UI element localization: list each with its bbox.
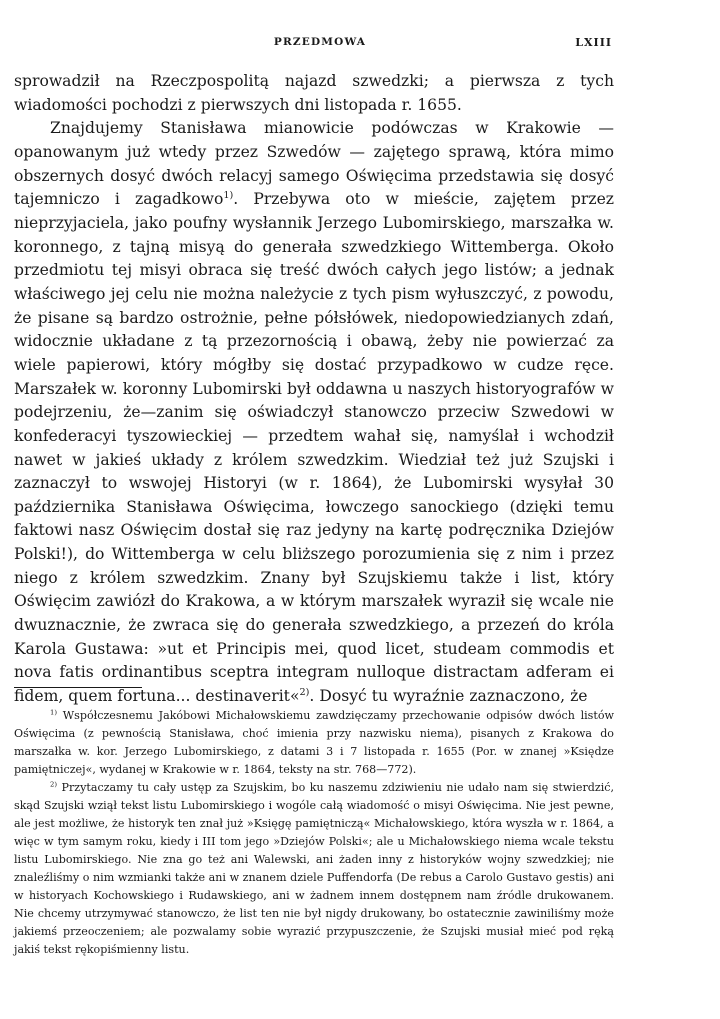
footnote	[14, 779, 614, 959]
footnote-marker: 1)	[50, 708, 58, 717]
footnote-text: Przytaczamy tu cały ustęp za Szujskim, bo ku naszemu zdziwieniu nie udało nam się stwierdzić, skąd Szujski wziął tekst listu Lubomirskiego i wogóle całą wiadomość o misyi Oświęcima. Nie jest pewne, ale jest możliwe, że historyk ten znał już »Księgę pamiętniczą« Michałowskiego, która wyszła w r. 1864, a więc w tym samym roku, kiedy i III tom jego »Dziejów Polski«; ale u Michałowskiego niema wcale tekstu listu Lubomirskiego. Nie zna go też ani Walewski, ani żaden inny z historyków wojny szwedzkiej; nie znaleźliśmy o nim wzmianki także ani w znanem dziele Puffendorfa (De rebus a Carolo Gustavo gestis) ani w historyach Kochowskiego i Rudawskiego, ani w żadnem innem dostępnem nam źródle drukowanem. Nie chcemy utrzymywać stanowczo, że list ten nie był nigdy drukowany, bo ostatecznie zawiniliśmy może jakiemś przeoczeniem; ale pozwalamy sobie wyrazić przypuszczenie, że Szujski musiał mieć pod ręką jakiś tekst rękopiśmienny listu.	[14, 781, 614, 956]
footnote-reference: 2)	[299, 686, 310, 698]
page-number: LXIII	[575, 36, 612, 49]
running-title: PRZEDMOWA	[273, 36, 367, 48]
paragraph	[14, 117, 614, 708]
paragraph-text: . Przebywa oto w mieście, zajętem przez nieprzyjaciela, jako poufny wysłannik Jerzego Lubomirskiego, marszałka w. koronnego, z tajną misyą do generała szwedzkiego Wittemberga. Około przedmiotu tej misyi obraca się treść dwóch całych jego listów; a jednak właściwego jej celu nie można należycie z tych pism wyłuszczyć, z powodu, że pisane są bardzo ostrożnie, pełne półsłówek, niedopowiedzianych zdań, widocznie układane z tą przezornością i obawą, żeby nie powierzać za wiele papierowi, który mógłby się dostać przypadkowo w cudze ręce. Marszałek w. koronny Lubomirski był oddawna u naszych historyografów w podejrzeniu, że—zanim się oświadczył stanowczo przeciw Szwedowi w konfederacyi tyszowieckiej — przedtem wahał się, namyślał i wchodził nawet w jakieś układy z królem szwedzkim. Wiedział też już Szujski i zaznaczył to wswojej Historyi (w r. 1864), że Lubomirski wysyłał 30 października Stanisława Oświęcima, łowczego sanockiego (dzięki temu faktowi nasz Oświęcim dostał się raz jedyny na kartę podręcznika Dziejów Polski!), do Wittemberga w celu bliższego porozumienia się z nim i przez niego z królem szwedzkim. Znany był Szujskiemu także i list, który Oświęcim zawiózł do Krakowa, a w którym marszałek wyraził się wcale nie dwuznacznie, że zwraca się do generała szwedzkiego, a przezeń do króla Karola Gustawa: »ut et Principis mei, quod licet, studeam commodis et nova fatis ordinantibus sceptra integram nulloque distractam adferam ei fidem, quem fortuna... destinaverit«	[14, 190, 615, 706]
paragraph-continued: sprowadził na Rzeczpospolitą najazd szwedzki; a pierwsza z tych wiadomości pochodzi z pierwszych dni listopada r. 1655.	[14, 72, 614, 114]
footnote-text: Współczesnemu Jakóbowi Michałowskiemu zawdzięczamy przechowanie odpisów dwóch listów Oświęcima (z pewnością Stanisława, choć imienia przy nazwisku niema), pisanych z Krakowa do marszałka w. kor. Jerzego Lubomirskiego, z datami 3 i 7 listopada r. 1655 (Por. w znanej »Księdze pamiętniczej«, wydanej w Krakowie w r. 1864, teksty na str. 768—772).	[14, 709, 614, 776]
main-text	[14, 70, 614, 709]
footnote	[14, 707, 614, 779]
footnote-separator	[14, 687, 142, 688]
paragraph-text: . Dosyć tu wyraźnie zaznaczono, że	[309, 687, 588, 706]
running-head	[0, 36, 720, 52]
footnotes	[14, 707, 614, 959]
footnote-reference: 1)	[223, 190, 234, 202]
footnote-marker: 2)	[50, 780, 58, 789]
paragraph-text: Znajdujemy Stanisława mianowicie podówczas w Krakowie — opanowanym już wtedy przez Szwedów — zajętego sprawą, która mimo obszernych dosyć dwóch relacyj samego Oświęcima przedstawia się dosyć tajemniczo i zagadkowo	[14, 119, 614, 209]
